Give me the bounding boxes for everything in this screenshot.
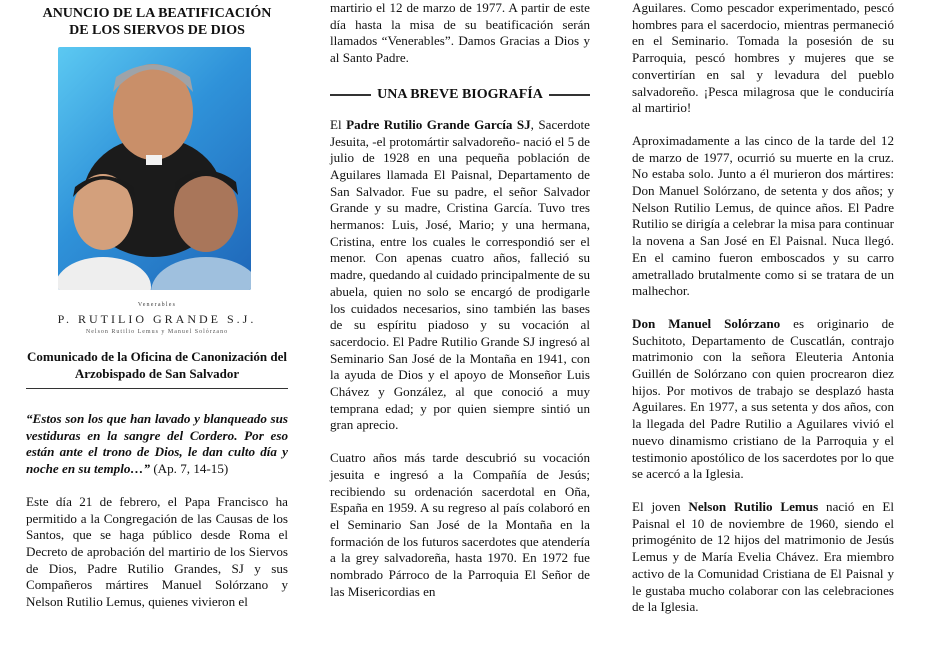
announcement-continuation: martirio el 12 de marzo de 1977. A partir de este día hasta la misa de su beatificación serán llamados “Venerables”. Damos Gracias a Dios y al Santo Padre. [330,0,590,66]
image-caption-small: Venerables [137,302,177,308]
image-caption-sub: Nelson Rutilio Lemus y Manuel Solórzano [85,329,229,335]
quote-reference: (Ap. 7, 14-15) [150,461,229,477]
manuel-text: es originario de Suchitoto, Departamento de Cuscatlán, contrajo matrimonio con la señora Eleuteria Antonia Guillén de Solórzano con quien procrearon diez hijos. Por motivos de trabajo se desplazó hasta Aguilares. En 1977, a sus setenta y dos años, con la llegada del Padre Rutilio a Aguilares vivió el nuevo dinamismo cristiano de la Parroquia y el testimonio apostólico de los sacerdotes por lo que se acercó a la Iglesia. [632,315,894,482]
nelson-paragraph [632,499,894,616]
comunicado-heading: Comunicado de la Oficina de Canonización del Arzobispado de San Salvador [26,349,288,389]
biography-paragraph-2: Cuatro años más tarde descubrió su vocación jesuita e ingresó a la Compañía de Jesús; recibiendo su ordenación sacerdotal en Oña, España en 1959. A su regreso al país colaboró en el Seminario San José de la Montaña en la formación de los futuros sacerdotes que atendería a la grey salvadoreña, hasta 1970. En 1972 fue nombrado Párroco de la Parroquia El Señor de las Misericordias en [330,450,590,599]
portrait-image [58,47,251,290]
heading-rule-right [549,94,590,96]
title-line-1: ANUNCIO DE LA BEATIFICACIÓN [42,6,272,21]
rutilio-name: Padre Rutilio Grande García SJ [346,116,531,132]
portrait-illustration [58,47,251,290]
nelson-prefix: El joven [632,498,689,514]
heading-rule-left [330,94,371,96]
column-1 [26,0,288,611]
column-3 [632,0,894,616]
biography-heading [330,87,590,103]
manuel-name: Don Manuel Solórzano [632,315,781,331]
title-line-2: DE LOS SIERVOS DE DIOS [69,22,245,38]
manuel-paragraph [632,316,894,483]
bio-text: , Sacerdote Jesuita, -el protomártir salvadoreño- nació el 5 de julio de 1928 en una pequeña población de Aguilares llamada El Paisnal, Departamento de San Salvador. Fue su padre, el señor Salvador Grande y su madre, Cristina García. Tuvo tres hermanos: Luis, José, Mario; y una hermana, Cristina, entre los cuales le correspondió ser el menor. Con apenas cuatro años, falleció su madre, quedando al cuidado principalmente de su abuela, quien no solo se encargó de prodigarle los cuidados necesarios, sino también las bases de su espíritu piadoso y su vocación al sacerdocio. El Padre Rutilio Grande SJ ingresó al Seminario San José de la Montaña en 1941, con la ayuda de Dios y el apoyo de Monseñor Luis Chávez y González, al que conoció a muy temprana edad; y por quien siempre sintió un gran aprecio. [330,116,590,433]
biography-paragraph-1 [330,117,590,434]
column-2 [330,0,590,601]
biography-heading-text: UNA BREVE BIOGRAFÍA [377,86,543,102]
scripture-quote [26,411,288,478]
announcement-paragraph: Este día 21 de febrero, el Papa Francisco ha permitido a la Congregación de las Causas de los Santos, que se haga público desde Roma el Decreto de aprobación del martirio de los Siervos de Dios, Padre Rutilio Grandes, SJ y sus Compañeros mártires Manuel Solórzano y Nelson Rutilio Lemus, quienes vivieron el [26,493,288,610]
bio-prefix: El [330,116,347,132]
nelson-text: nació en El Paisnal el 10 de noviembre de 1960, siendo el primogénito de 12 hijos del matrimonio de Jesús Lemus y de María Evelia Chávez. Era miembro activo de la Comunidad Cristiana de El Paisnal y le gustaba mucho colaborar con las celebraciones de la Iglesia. [632,498,895,615]
nelson-name: Nelson Rutilio Lemus [688,498,819,514]
death-paragraph: Aproximadamente a las cinco de la tarde del 12 de marzo de 1977, ocurrió su muerte en la cruz. No estaba solo. Junto a él murieron dos mártires: Don Manuel Solórzano, de setenta y dos años; y Nelson Rutilio Lemus, de quince años. El Padre Rutilio se dirigía a celebrar la misa para continuar la novena a San José en El Paisnal. Nuca llegó. En el camino fueron emboscados y su carro ametrallado brutalmente como si se tratara de un malhechor. [632,132,894,299]
quote-text: “Estos son los que han lavado y blanqueado sus vestiduras en la sangre del Cordero. Por eso están ante el trono de Dios, le dan culto día y noche en su templo…” [26,411,288,477]
page-title [26,6,288,39]
image-caption-name: P. RUTILIO GRANDE S.J. [57,312,257,326]
biography-continuation: Aguilares. Como pescador experimentado, pescó hombres para el sacerdocio, mientras permaneció en el Seminario. Tomada la posesión de su Parroquia, pescó hombres y mujeres que se convertirían en sal y levadura del pueblo salvadoreño. ¡Pesca milagrosa que le conduciría al martirio! [632,0,894,116]
